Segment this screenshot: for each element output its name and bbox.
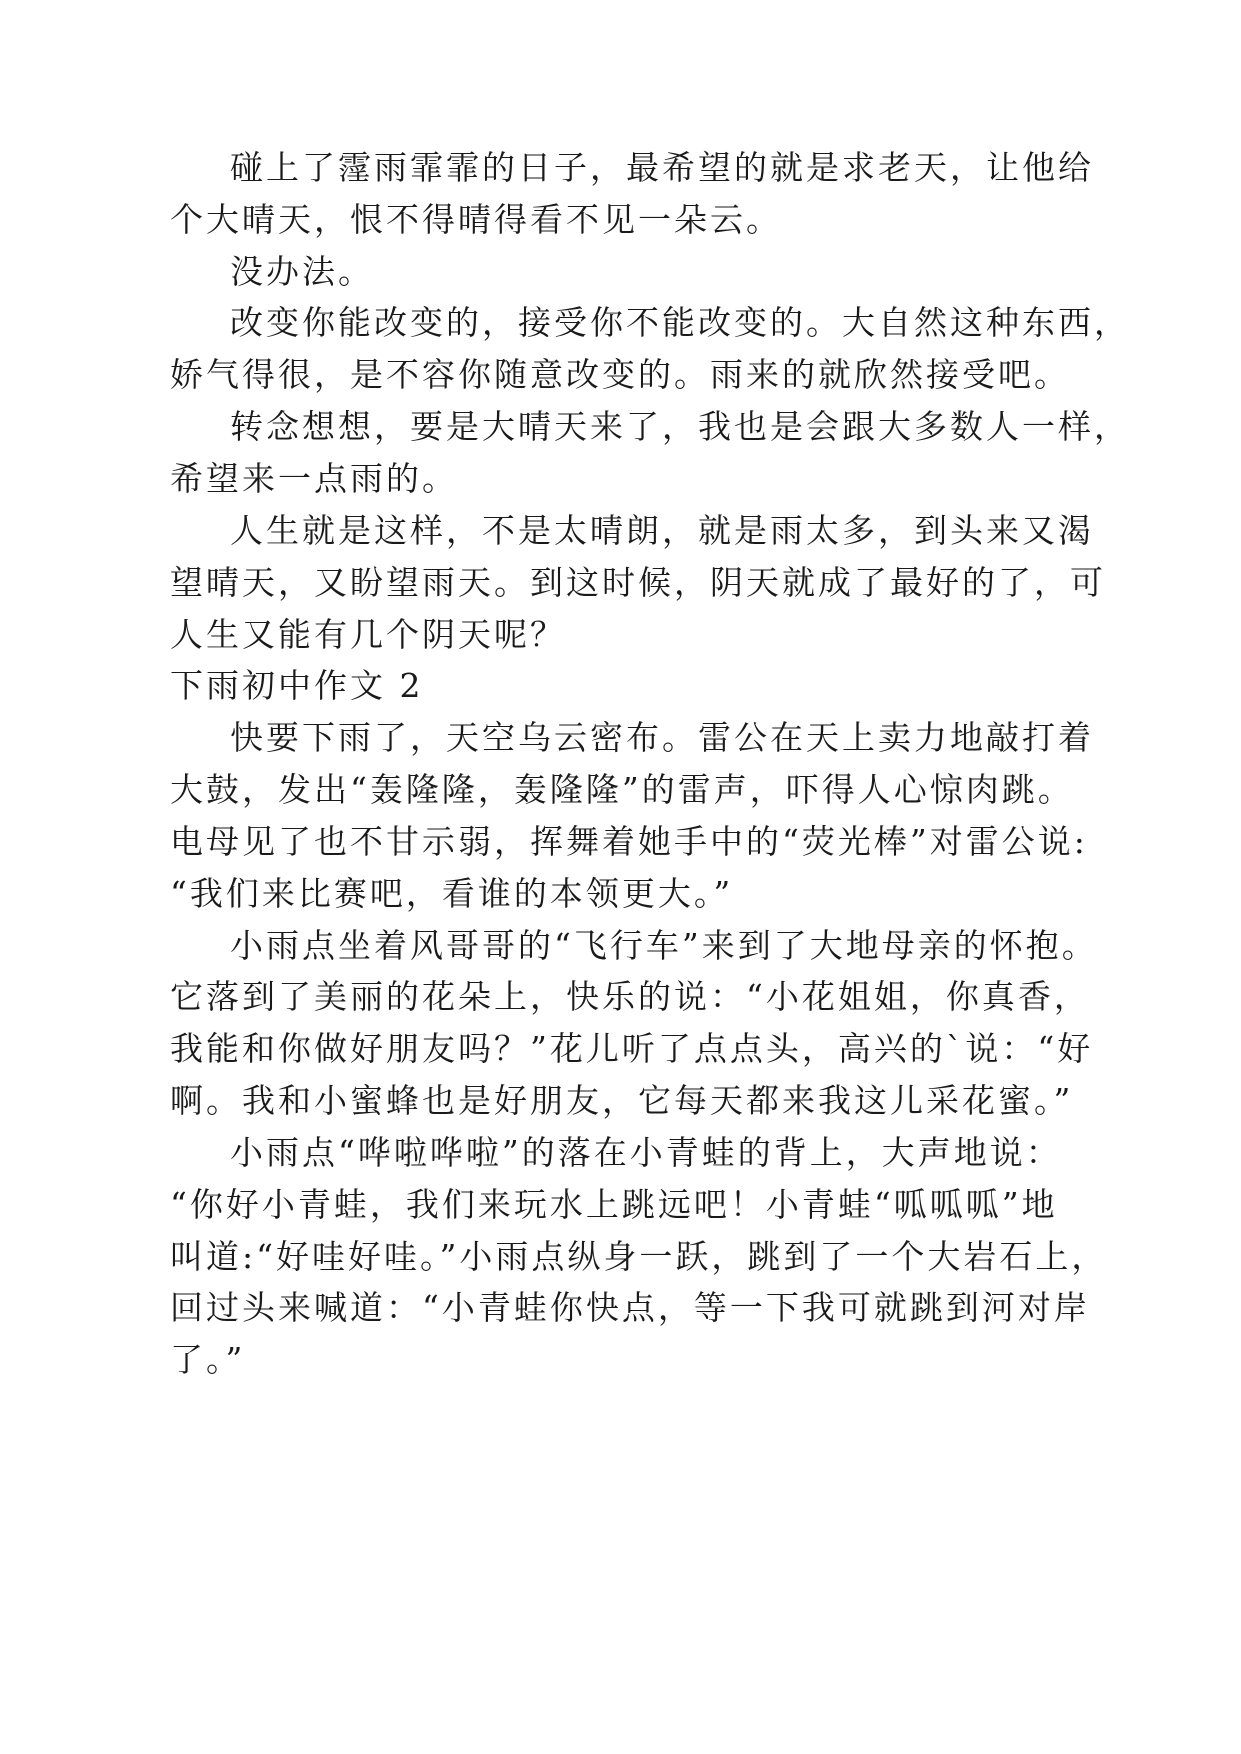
text-line: 回过头来喊道：“小青蛙你快点，等一下我可就跳到河对岸	[170, 1288, 1090, 1327]
text-line: 小雨点“哗啦哗啦”的落在小青蛙的背上，大声地说：	[230, 1133, 1062, 1172]
text-line: 我能和你做好朋友吗？”花儿听了点点头，高兴的`说：“好	[170, 1029, 1094, 1068]
text-line: 人生就是这样，不是太晴朗，就是雨太多，到头来又渴	[230, 511, 1094, 550]
text-line: 娇气得很，是不容你随意改变的。雨来的就欣然接受吧。	[170, 355, 1070, 394]
text-line: 它落到了美丽的花朵上，快乐的说：“小花姐姐，你真香，	[170, 977, 1090, 1016]
text-line: 碰上了霪雨霏霏的日子，最希望的就是求老天，让他给	[230, 148, 1094, 187]
text-line: “你好小青蛙，我们来玩水上跳远吧！小青蛙“呱呱呱”地	[170, 1185, 1058, 1224]
text-line: 改变你能改变的，接受你不能改变的。大自然这种东西，	[230, 303, 1130, 342]
text-line: “我们来比赛吧，看谁的本领更大。”	[170, 874, 734, 913]
text-line: 希望来一点雨的。	[170, 459, 458, 498]
text-line: 快要下雨了，天空乌云密布。雷公在天上卖力地敲打着	[230, 718, 1094, 757]
text-line: 小雨点坐着风哥哥的“飞行车”来到了大地母亲的怀抱。	[230, 926, 1098, 965]
text-line: 没办法。	[230, 252, 374, 291]
text-line: 转念想想，要是大晴天来了，我也是会跟大多数人一样，	[230, 407, 1130, 446]
text-line: 大鼓，发出“轰隆隆，轰隆隆”的雷声，吓得人心惊肉跳。	[170, 770, 1074, 809]
text-line: 个大晴天，恨不得晴得看不见一朵云。	[170, 200, 782, 239]
text-line: 望晴天，又盼望雨天。到这时候，阴天就成了最好的了，可	[170, 563, 1106, 602]
text-line: 了。”	[170, 1340, 246, 1379]
text-line: 人生又能有几个阴天呢？	[170, 615, 566, 654]
section-heading: 下雨初中作文 2	[170, 666, 424, 705]
text-line: 啊。我和小蜜蜂也是好朋友，它每天都来我这儿采花蜜。”	[170, 1081, 1074, 1120]
text-line: 电母见了也不甘示弱，挥舞着她手中的“荧光棒”对雷公说:	[170, 822, 1088, 861]
text-line: 叫道:“好哇好哇。”小雨点纵身一跃，跳到了一个大岩石上，	[170, 1237, 1108, 1276]
